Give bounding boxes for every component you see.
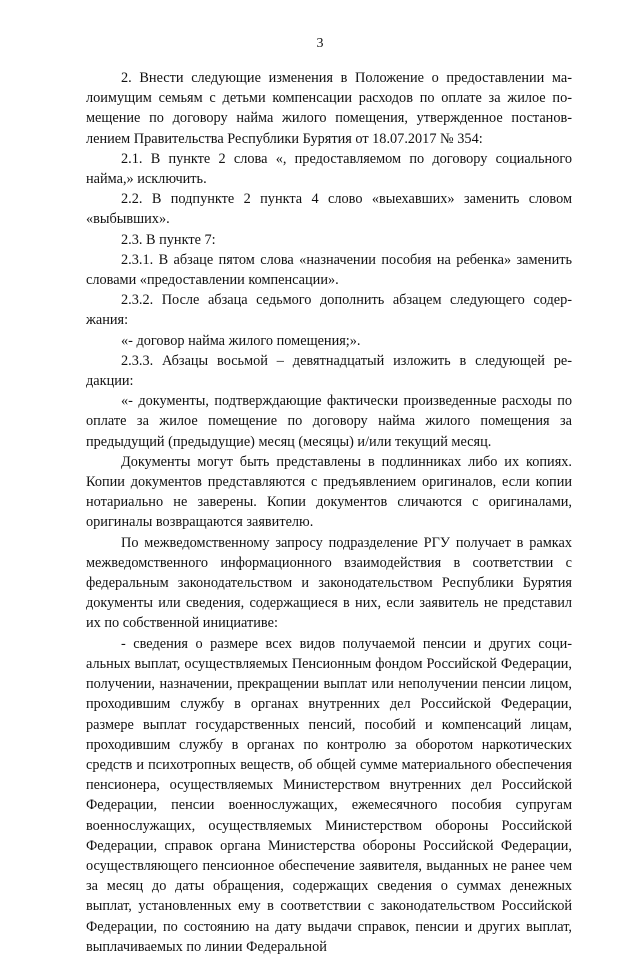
document-body	[86, 68, 572, 957]
paragraph-amendments-intro: 2. Внести следующие изменения в Положение о предоставлении малоимущим семьям с детьми компенсации расходов по оплате за жилое помещение по договору найма жилого помещения, утвержденное постановлением Правительства Республики Бурятия от 18.07.2017 № 354:	[86, 70, 572, 147]
paragraph-2-2: 2.2. В подпункте 2 пункта 4 слово «выехавших» заменить словом «выбывших».	[86, 191, 572, 228]
paragraph-2-1: 2.1. В пункте 2 слова «, предоставляемом по договору социального найма,» исключить.	[86, 150, 572, 188]
paragraph-expense-documents: «- документы, подтверждающие фактически произведенные расходы по оплате за жилое помещение по договору найма жилого помещения за предыдущий (предыдущие) месяц (месяцы) и/или текущий месяц.	[86, 393, 572, 450]
paragraph-2-3-2: 2.3.2. После абзаца седьмого дополнить абзацем следующего содержания:	[86, 292, 572, 329]
paragraph-2-3-1: 2.3.1. В абзаце пятом слова «назначении пособия на ребенка» заменить словами «предоставлении компенсации».	[86, 251, 572, 289]
paragraph-pension-info: - сведения о размере всех видов получаемой пенсии и других социальных выплат, осуществляемых Пенсионным фондом Российской Федерации, получении, назначении, прекращении выплат или неполучении пенсии лицом, проходившим службу в органах внутренних дел Российской Федерации, размере выплат государственных пенсий, пособий и компенсаций лицам, проходившим службу в органах по контролю за оборотом наркотических средств и психотропных веществ, об общей сумме материального обеспечения пенсионера, осуществляемых Министерством внутренних дел Российской Федерации, пенсии военнослужащих, ежемесячного пособия супругам военнослужащих, осуществляемых Министерством обороны Российской Федерации, справок органа Министерства обороны Российской Федерации, осуществляющего пенсионное обеспечение заявителя, выданных не ранее чем за месяц до даты обращения, содержащих сведения о суммах денежных выплат, установленных ему в соответствии с законодательством Российской Федерации, по состоянию на дату выдачи справок, пенсии и других выплат, выплачиваемых по линии Федеральной	[86, 635, 572, 955]
paragraph-document-copies: Документы могут быть представлены в подлинниках либо их копиях. Копии документов представляются с предъявлением оригиналов, если копии нотариально не заверены. Копии документов сличаются с оригиналами, оригиналы возвращаются заявителю.	[86, 453, 572, 531]
paragraph-2-3-3: 2.3.3. Абзацы восьмой – девятнадцатый изложить в следующей редакции:	[86, 352, 572, 390]
paragraph-lease-contract: «- договор найма жилого помещения;».	[121, 332, 361, 349]
paragraph-interagency-request: По межведомственному запросу подразделение РГУ получает в рамках межведомственного информационного взаимодействия в соответствии с федеральным законодательством и законодательством Республики Бурятия документы или сведения, содержащиеся в них, если заявитель не представил их по собственной инициативе:	[86, 534, 572, 632]
paragraph-2-3: 2.3. В пункте 7:	[121, 231, 216, 248]
page-number: 3	[316, 36, 324, 51]
